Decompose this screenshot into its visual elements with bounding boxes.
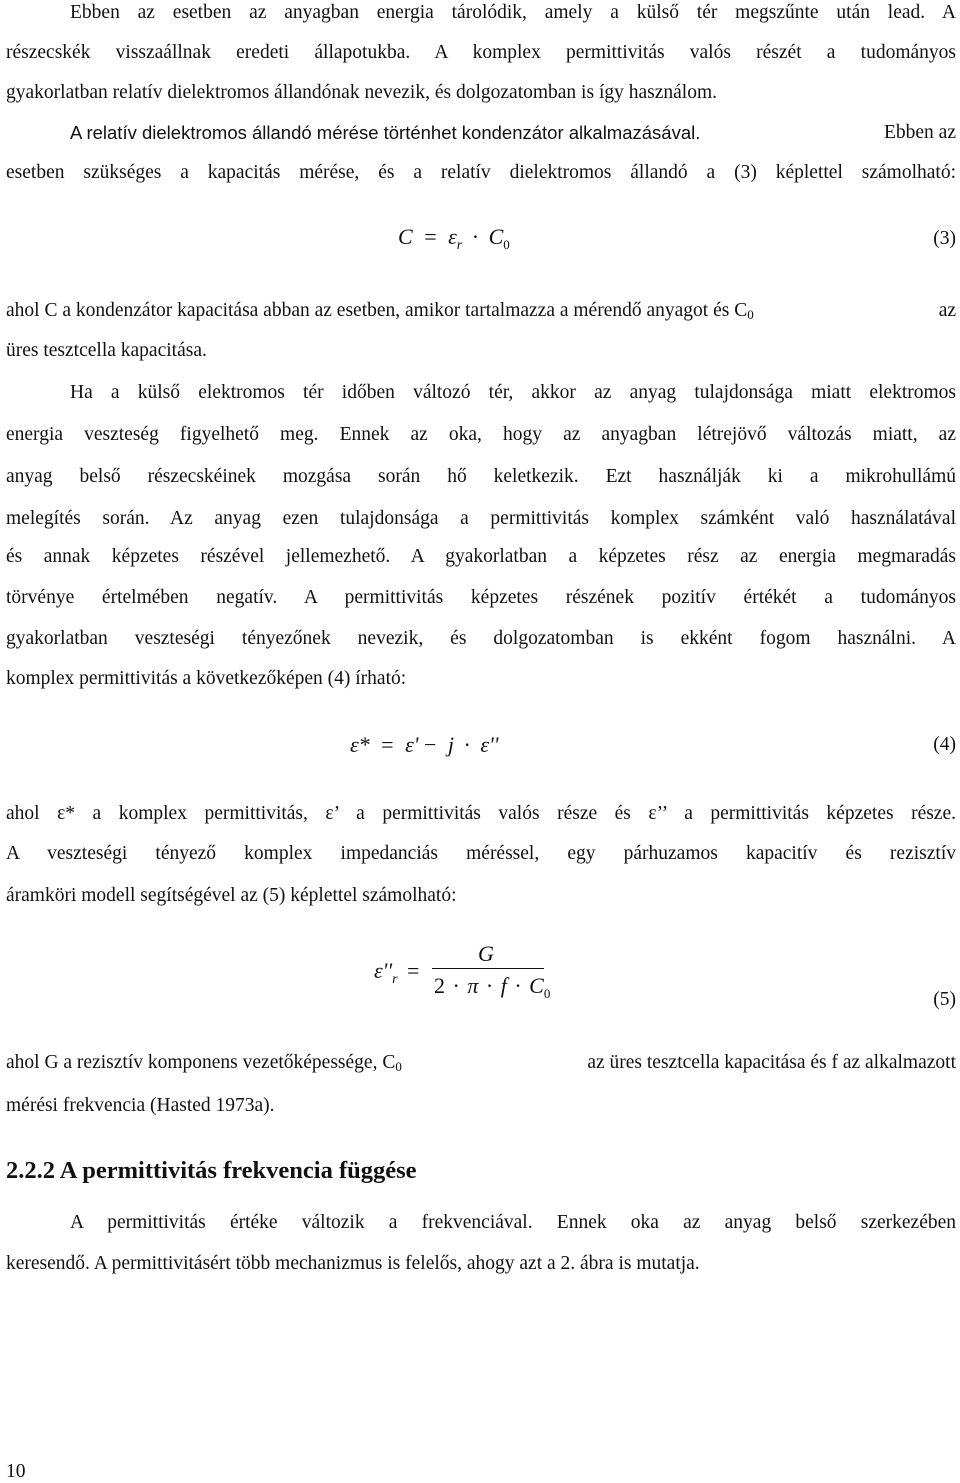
text-span: ahol C a kondenzátor kapacitása abban az esetben, amikor tartalmazza a mérendő anyagot és C0 [6,300,754,322]
section-heading: 2.2.2 A permittivitás frekvencia függése [6,1157,417,1184]
eq-operator: = [381,732,394,757]
equation-5-lhs [374,958,423,993]
eq-symbol: j [447,732,455,757]
eq-operator: = [424,224,437,249]
eq-subscript: r [456,238,463,253]
equation-3 [398,224,510,259]
text-line: energia veszteség figyelhető meg. Ennek az oka, hogy az anyagban létrejövő változás miatt, az [6,424,956,445]
fraction-numerator: G [478,941,494,966]
text-line: és annak képzetes részével jellemezhető. A gyakorlatban a képzetes rész az energia megmaradás [6,546,956,567]
page-number: 10 [6,1461,26,1482]
eq-symbol: ε* [350,732,370,757]
eq-operator: · [471,224,480,249]
text-line: A veszteségi tényező komplex impedanciás méréssel, egy párhuzamos kapacitív és rezisztív [6,843,956,864]
eq-symbol: ε'' [374,958,393,983]
text-span: ahol G a rezisztív komponens vezetőképessége, C0 [6,1052,402,1074]
text-line: gyakorlatban veszteségi tényezőnek nevezik, és dolgozatomban is ekként fogom használni. A [6,628,956,649]
text-line: mérési frekvencia (Hasted 1973a). [6,1095,275,1116]
eq-subscript: 0 [503,237,510,252]
text-line [6,1052,956,1074]
text-span: az [938,300,956,321]
eq-symbol: ε' [405,732,419,757]
eq-operator: = [407,958,420,983]
eq-symbol: ε [448,224,457,249]
text-line: Ebben az esetben az anyagban energia tárolódik, amely a külső tér megszűnte után lead. A [70,2,956,23]
text-line [70,122,956,144]
eq-operator: · [463,732,471,757]
text-line: keresendő. A permittivitásért több mechanizmus is felelős, ahogy azt a 2. ábra is mutatja. [6,1253,700,1274]
text-line: törvénye értelmében negatív. A permittivitás képzetes részének pozitív értékét a tudományos [6,587,956,608]
eq-operator: − [423,732,437,757]
fraction-denominator: $2 \cdot \pi \cdot f \cdot C_0$ [434,973,551,1001]
equation-number: (3) [933,228,956,249]
text-line: melegítés során. Az anyag ezen tulajdonsága a permittivitás komplex számként való használatával [6,508,956,529]
text-span: Ebben az [883,122,956,143]
text-line: áramköri modell segítségével az (5) képlettel számolható: [6,885,457,906]
text-span: az üres tesztcella kapacitása és f az alkalmazott [587,1052,956,1073]
eq-symbol: ε'' [480,732,499,757]
text-line: gyakorlatban relatív dielektromos állandónak nevezik, és dolgozatomban is így használom. [6,82,717,103]
text-line: A permittivitás értéke változik a frekvenciával. Ennek oka az anyag belső szerkezében [70,1212,956,1233]
sans-text: A relatív dielektromos állandó mérése történhet kondenzátor alkalmazásával. [70,122,701,143]
text-line: anyag belső részecskéinek mozgása során hő keletkezik. Ezt használják ki a mikrohullámú [6,466,956,487]
equation-number: (4) [933,734,956,755]
text-line: részecskék visszaállnak eredeti állapotukba. A komplex permittivitás valós részét a tudományos [6,42,956,63]
text-line: komplex permittivitás a következőképen (4) írható: [6,668,407,689]
text-line: Ha a külső elektromos tér időben változó tér, akkor az anyag tulajdonsága miatt elektromos [70,382,956,403]
text-line: üres tesztcella kapacitása. [6,340,207,361]
eq-symbol: C [488,224,504,249]
eq-subscript: r [392,972,398,987]
equation-4 [350,732,498,758]
equation-number: (5) [933,989,956,1010]
eq-symbol: C [398,224,413,249]
text-line: esetben szükséges a kapacitás mérése, és a relatív dielektromos állandó a (3) képlettel számolható: [6,162,956,183]
text-line: ahol ε* a komplex permittivitás, ε’ a permittivitás valós része és ε’’ a permittivitás képzetes része. [6,803,956,824]
text-line [6,300,956,322]
